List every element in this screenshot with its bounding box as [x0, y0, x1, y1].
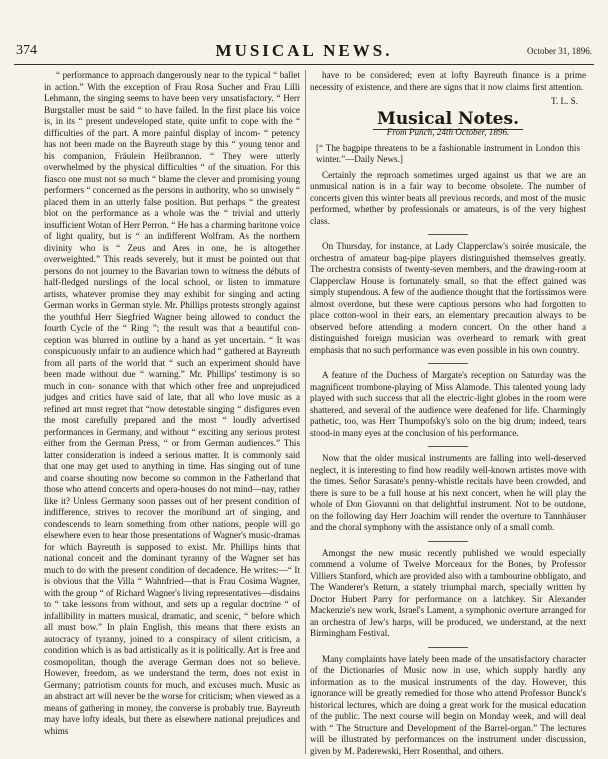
- article-paragraph: Now that the older musical instruments are falling into well-deserved neglect, it is interesting to find how readily well-known artistes move with the times. Señor Sarasate's penny-whistle recitals have been crowded, and there is sure to be a full house at his next concert, when he will play the whole of Don Giovanni on that delightful instrument. Not to be outdone, on the following day Herr Joachim will render the overture to Tannhäuser and the choral symphony with the assistance only of a small comb.: [310, 453, 586, 532]
- right-column: [310, 70, 586, 759]
- article-paragraph: A feature of the Duchess of Margate's reception on Saturday was the magnificent trombone-playing of Miss Alamode. This talented young lady played with such success that all the electric-light globes in the room were shattered, and several of the audience were deafened for life. Charmingly pathetic, too, was Herr Thumpofsky's solo on the big drum; indeed, tears stood-in many eyes at the conclusion of his performance.: [310, 370, 586, 438]
- article-paragraph: Amongst the new music recently published we would especially commend a volume of Twelve Morceaux for the Bones, by Professor Villiers Stanford, which are provided also with a tambourine obbligato, and The Wanderer's Return, a stately triumphal march, specially written by Doctor Hubert Parry for performance on a latchkey. Sir Alexander Mackenzie's new work, Israel's Lament, a symphonic overture arranged for an orchestra of Jew's harps, will be produced, we understand, at the next Birmingham Festival.: [310, 547, 586, 638]
- header-rule: [14, 64, 594, 65]
- column-divider: [305, 70, 306, 754]
- issue-date: October 31, 1896.: [527, 46, 592, 56]
- article-paragraph: On Thursday, for instance, at Lady Clapperclaw's soirée musicale, the orchestra of amateur bag-pipe players distinguished themselves greatly. The orchestra consists of twenty-seven members, and the drawing-room at Clapperclaw House is fortunately small, so that the effect gained was simply stupendous. A few of the audience thought that the fortissimos were almost overdone, but these were captious persons who had forgotten to place cotton-wool in their ears, an elementary precaution always to be observed before attending a modern concert. On the other hand a distinguished foreign musician was overheard to remark with great emphasis that no such performance was even possible in his own country.: [310, 241, 586, 355]
- section-rule: [428, 541, 468, 542]
- page-number: 374: [16, 43, 37, 58]
- masthead: MUSICAL NEWS.: [215, 41, 393, 60]
- article-paragraph: Many complaints have lately been made of the unsatisfactory character of the Dictionaries of Music now in use, which supply hardly any information as to the musical instruments of the day. However, this ignorance will be greatly remedied for those who attend Professor Bunck's historical lectures, which are doing a great work for the musical education of the public. The next course will begin on Monday week, and will deal with “ The Structure and Development of the Barrel-organ.” The lectures will be illustrated by performances on the instrument under discussion, given by M. Paderewski, Herr Rosenthal, and others.: [310, 653, 586, 756]
- article-paragraph: Certainly the reproach sometimes urged against us that we are an unmusical nation is in a fair way to become obsolete. The number of concerts given this winter beats all previous records, and most of the music performed, whether by professionals or amateurs, is of the very highest class.: [310, 169, 586, 226]
- section-title: [310, 108, 586, 129]
- author-signoff: T. L. S.: [551, 96, 578, 106]
- epigraph: [“ The bagpipe threatens to be a fashionable instrument in London this winter.”—Daily News.]: [316, 142, 580, 164]
- section-rule: [428, 363, 468, 364]
- left-column-text: “ performance to approach dangerously near to the typical “ ballet in action.” With the exception of Frau Rosa Sucher and Frau Lilli Lehmann, the singing seems to have been very unsatisfactory. “ Herr Burgstaller must be said “ to have failed. In the first place his voice is, in its “ present undeveloped state, quite unfit to cope with the “ difficulties of the part. A more painful display of incom- “ petency has not been made on the Bayreuth stage by this “ young tenor and his companion, Fräulein Heilbrannon. “ They were utterly overwhelmed by the physical difficulties “ of the situation. For this fiasco one must not so much “ blame the clever and promising young performers “ concerned as the persons in authority, who so unwisely “ placed them in an utterly false position. But perhaps “ the greatest blot on the performance as a whole was the “ trivial and utterly insufficient Wotan of Herr Perron. “ He has a charming baritone voice of light quality, but is “ an indifferent Wolfram. As the northern divinity who is “ Zeus and Ares in one, he is altogether overweighted.” This reads severely, but it must be pointed out that persons do not journey to the Bavarian town to witness the débuts of half-fledged nurslings of the local school, or listen to immature artists, whatever promise they may exhibit for singing and acting German works in German style. Mr. Phillips protests strongly against the youthful Herr Siegfried Wagner being allowed to conduct the fourth Cycle of the “ Ring ”; the result was that a beautiful con- ception was blurred in outline by a hand as yet uncertain. “ It was conspicuously unfair to an audience which had “ gathered at Bayreuth from all parts of the world that “ such an experiment should have been made without due “ warning.” Mr. Phillips' testimony is so much in con- sonance with that which other free and unprejudiced judges and critics have said of late, that all who love music as a refined art must regret that “now detestable singing “ disfigures even the most carefully prepared and the most “ loudly advertised performances in Germany, and without “ exciting any serious protest either from the German Press, “ or from German audiences.” This latter consideration is indeed a serious matter. It is commonly said that one may get used to anything in time. Has singing out of tune and coarse shouting now become so common in the Fatherland that those who attend concerts and opera-houses do not mind—nay, rather like it? Unless Germany soon passes out of her present condition of indifference, strives to recover the moribund art of singing, and condescends to learn something from other nations, people will go elsewhere even to hear those presentations of Wagner's music-dramas for which Bayreuth is supposed to exist. Mr. Phillips hints that national conceit and the dominant tyranny of the Wagner set has much to do with the present condition of decadence. He writes:—“ It is obvious that the Villa “ Wahnfried—that is Frau Cosima Wagner, with the group “ of Richard Wagner's living representatives—disdains to “ take lessons from without, and sets up a regular doctrine “ of infallibility in matters musical, dramatic, and scenic, “ before which all must bow.” In plain English, this means that there exists an autocracy of tyranny, joined to a conspiracy of silent criticism, a condition which is as bad artistically as it is politically. Art is free and cosmopolitan, though the average German does not so believe. However, freedom, as we understand the term, does not exist in Germany; patriotism counts for much, and excuses much. Music as an abstract art will never be the worse for criticism; when viewed as a means of gathering in money, the converse is probably true. Bayreuth may have lofty ideals, but there as elsewhere national prejudices and whims: [44, 70, 300, 736]
- left-column: [44, 70, 300, 737]
- section-title-text: Musical Notes.: [373, 109, 523, 130]
- section-rule: [428, 234, 468, 235]
- section-rule: [428, 446, 468, 447]
- continued-paragraph: have to be considered; even at lofty Bayreuth finance is a prime necessity of existence, and there are signs that it now claims first attention.: [310, 70, 586, 92]
- page-header: [14, 40, 594, 62]
- section-rule: [428, 647, 468, 648]
- section-source: From Punch, 24th October, 1896.: [386, 127, 510, 137]
